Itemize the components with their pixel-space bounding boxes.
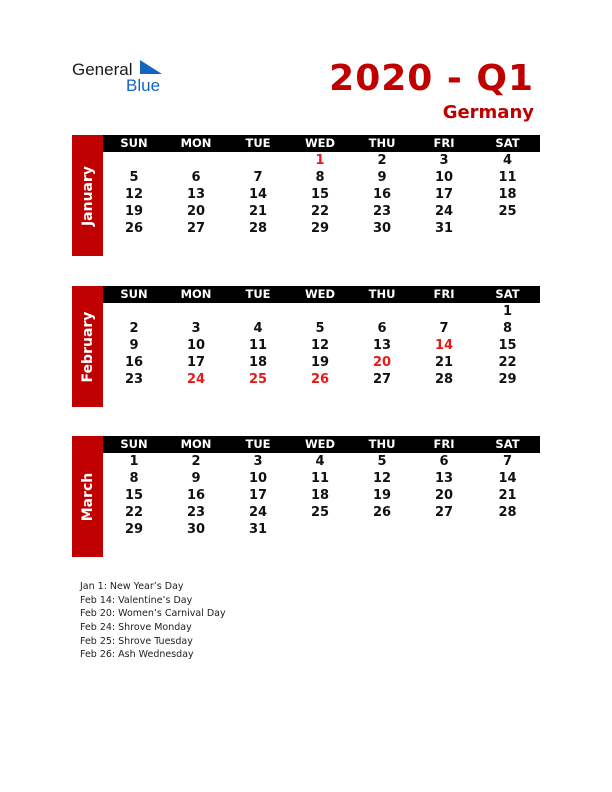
day-cell: 17 xyxy=(434,187,454,202)
holiday-day-cell: 26 xyxy=(310,372,330,387)
holiday-day-cell: 25 xyxy=(248,372,268,387)
day-cell: 16 xyxy=(124,355,144,370)
day-cell: 2 xyxy=(129,321,139,336)
holiday-item: Feb 14: Valentine’s Day xyxy=(80,594,193,606)
holiday-item: Feb 20: Women’s Carnival Day xyxy=(80,608,226,620)
day-cell: 21 xyxy=(434,355,454,370)
holiday-item: Feb 24: Shrove Monday xyxy=(80,622,192,634)
day-cell: 26 xyxy=(372,505,392,520)
day-cell: 22 xyxy=(310,204,330,219)
weekday-label: WED xyxy=(304,136,336,150)
day-cell: 8 xyxy=(315,170,325,185)
weekday-label: WED xyxy=(304,437,336,451)
day-cell: 8 xyxy=(502,321,513,336)
day-cell: 13 xyxy=(372,338,392,353)
day-cell: 23 xyxy=(186,505,206,520)
day-cell: 27 xyxy=(372,372,392,387)
holiday-day-cell: 20 xyxy=(372,355,392,370)
day-cell: 3 xyxy=(191,321,201,336)
day-cell: 4 xyxy=(315,454,325,469)
weekday-label: SAT xyxy=(495,136,520,150)
holiday-item: Feb 26: Ash Wednesday xyxy=(80,649,194,661)
month-block-march xyxy=(72,436,540,557)
day-cell: 19 xyxy=(310,355,330,370)
day-cell: 15 xyxy=(310,187,330,202)
month-tab xyxy=(72,135,103,256)
day-cell: 2 xyxy=(191,454,201,469)
day-cell: 18 xyxy=(248,355,268,370)
day-cell: 7 xyxy=(502,454,513,469)
day-cell: 31 xyxy=(248,522,268,537)
day-cell: 13 xyxy=(186,187,206,202)
day-cell: 1 xyxy=(502,304,513,319)
day-cell: 28 xyxy=(498,505,517,520)
day-cell: 9 xyxy=(377,170,387,185)
weekday-label: THU xyxy=(368,136,396,150)
day-cell: 11 xyxy=(498,170,517,185)
day-cell: 29 xyxy=(498,372,517,387)
day-cell: 15 xyxy=(498,338,517,353)
month-block-january xyxy=(72,135,540,256)
weekday-label: FRI xyxy=(433,437,455,451)
day-cell: 24 xyxy=(248,505,268,520)
day-cell: 5 xyxy=(377,454,387,469)
weekday-label: TUE xyxy=(245,287,271,301)
day-cell: 15 xyxy=(124,488,144,503)
holiday-list xyxy=(80,580,226,662)
day-cell: 24 xyxy=(434,204,454,219)
day-cell: 10 xyxy=(186,338,206,353)
day-cell: 2 xyxy=(377,153,387,168)
month-label: February xyxy=(79,311,96,382)
day-cell: 25 xyxy=(498,204,517,219)
day-cell: 25 xyxy=(310,505,330,520)
day-cell: 3 xyxy=(253,454,263,469)
day-cell: 20 xyxy=(434,488,454,503)
day-cell: 16 xyxy=(372,187,392,202)
month-block-february xyxy=(72,286,540,407)
day-cell: 31 xyxy=(434,221,454,236)
holiday-item: Jan 1: New Year’s Day xyxy=(80,581,184,592)
day-cell: 5 xyxy=(129,170,139,185)
country-name: Germany xyxy=(442,102,534,123)
day-cell: 29 xyxy=(124,522,144,537)
day-cell: 16 xyxy=(186,488,206,503)
day-cell: 29 xyxy=(310,221,330,236)
holiday-day-cell: 24 xyxy=(186,372,206,387)
day-cell: 30 xyxy=(372,221,392,236)
page-title: 2020 - Q1 xyxy=(329,58,534,99)
day-cell: 18 xyxy=(498,187,517,202)
day-cell: 19 xyxy=(372,488,392,503)
day-cell: 26 xyxy=(124,221,144,236)
day-cell: 30 xyxy=(186,522,206,537)
weekday-label: SUN xyxy=(120,287,148,301)
weekday-label: FRI xyxy=(433,136,455,150)
day-cell: 4 xyxy=(253,321,263,336)
weekday-label: THU xyxy=(368,287,396,301)
day-cell: 18 xyxy=(310,488,330,503)
weekday-label: THU xyxy=(368,437,396,451)
weekday-header xyxy=(103,135,540,152)
day-cell: 3 xyxy=(439,153,449,168)
month-label: January xyxy=(79,165,96,226)
holiday-day-cell: 1 xyxy=(315,153,325,168)
weekday-label: SUN xyxy=(120,437,148,451)
month-tab xyxy=(72,436,103,557)
weekday-label: SAT xyxy=(495,437,520,451)
day-cell: 10 xyxy=(248,471,268,486)
day-cell: 14 xyxy=(248,187,268,202)
day-cell: 12 xyxy=(310,338,330,353)
day-cell: 27 xyxy=(186,221,206,236)
day-cell: 23 xyxy=(124,372,144,387)
day-cell: 22 xyxy=(124,505,144,520)
day-cell: 9 xyxy=(191,471,201,486)
weekday-label: FRI xyxy=(433,287,455,301)
flag-triangle-icon xyxy=(140,60,162,74)
day-cell: 7 xyxy=(253,170,263,185)
day-cell: 6 xyxy=(377,321,387,336)
month-label: March xyxy=(79,472,96,521)
day-cell: 20 xyxy=(186,204,206,219)
brand-name-blue: Blue xyxy=(126,76,161,95)
day-cell: 10 xyxy=(434,170,454,185)
weekday-label: TUE xyxy=(245,136,271,150)
day-cell: 28 xyxy=(434,372,454,387)
day-cell: 21 xyxy=(498,488,517,503)
weekday-label: TUE xyxy=(245,437,271,451)
day-cell: 27 xyxy=(434,505,454,520)
weekday-label: MON xyxy=(180,287,212,301)
weekday-label: SAT xyxy=(495,287,520,301)
day-cell: 14 xyxy=(498,471,517,486)
weekday-header xyxy=(103,436,540,453)
day-cell: 12 xyxy=(372,471,392,486)
day-cell: 17 xyxy=(186,355,206,370)
day-cell: 6 xyxy=(191,170,201,185)
day-cell: 6 xyxy=(439,454,449,469)
day-cell: 19 xyxy=(124,204,144,219)
day-cell: 11 xyxy=(248,338,268,353)
holiday-day-cell: 14 xyxy=(434,338,454,353)
brand-logo xyxy=(72,58,172,98)
day-cell: 28 xyxy=(248,221,268,236)
day-cell: 5 xyxy=(315,321,325,336)
month-tab xyxy=(72,286,103,407)
holiday-item: Feb 25: Shrove Tuesday xyxy=(80,635,193,647)
weekday-label: MON xyxy=(180,136,212,150)
day-cell: 21 xyxy=(248,204,268,219)
day-cell: 9 xyxy=(129,338,139,353)
weekday-header xyxy=(103,286,540,303)
day-cell: 23 xyxy=(372,204,392,219)
brand-name-general: General xyxy=(72,60,133,79)
day-cell: 1 xyxy=(129,454,139,469)
day-cell: 17 xyxy=(248,488,268,503)
weekday-label: MON xyxy=(180,437,212,451)
day-cell: 4 xyxy=(502,153,513,168)
day-cell: 12 xyxy=(124,187,144,202)
day-cell: 8 xyxy=(129,471,139,486)
day-cell: 7 xyxy=(439,321,449,336)
weekday-label: WED xyxy=(304,287,336,301)
day-cell: 13 xyxy=(434,471,454,486)
day-cell: 11 xyxy=(310,471,330,486)
weekday-label: SUN xyxy=(120,136,148,150)
day-cell: 22 xyxy=(498,355,517,370)
